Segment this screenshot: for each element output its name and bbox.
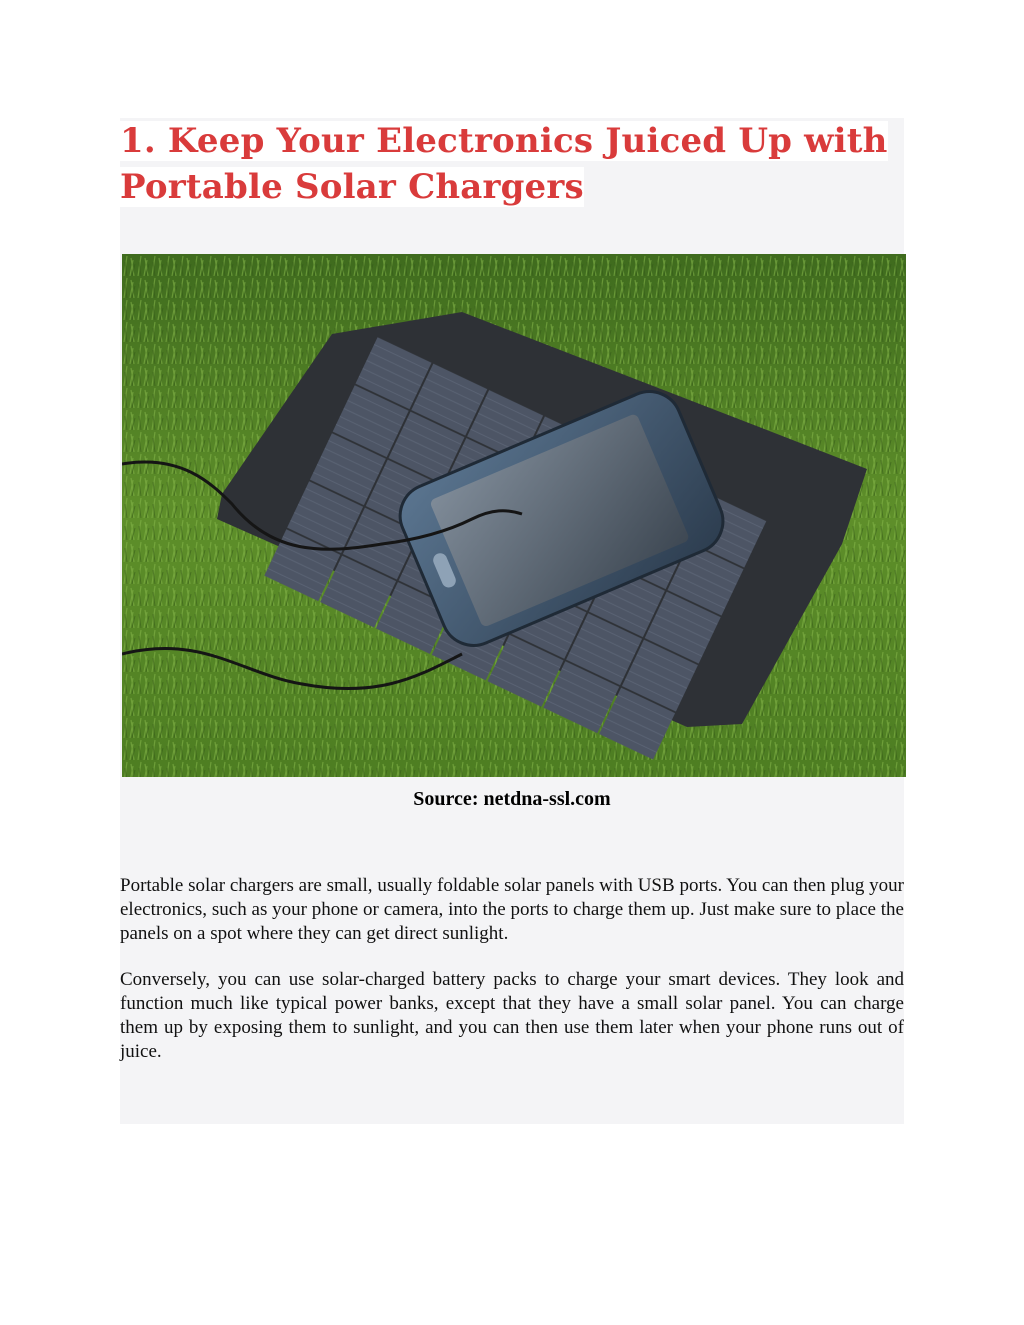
solar-charger-photo	[122, 254, 906, 777]
paragraph-1: Portable solar chargers are small, usually foldable solar panels with USB ports. You can then plug your electronics, such as your phone or camera, into the ports to charge them up. Just make sure to place the panels on a spot where they can get direct sunlight.	[120, 875, 904, 944]
image-caption: Source: netdna-ssl.com	[413, 788, 611, 810]
page-title-text: 1. Keep Your Electronics Juiced Up with Portable Solar Chargers	[120, 121, 888, 207]
page-title	[120, 118, 904, 210]
paragraph-2: Conversely, you can use solar-charged battery packs to charge your smart devices. They look and function much like typical power banks, except that they have a small solar panel. You can charge them up by exposing them to sunlight, and you can then use them later when your phone runs out of juice.	[120, 969, 904, 1062]
